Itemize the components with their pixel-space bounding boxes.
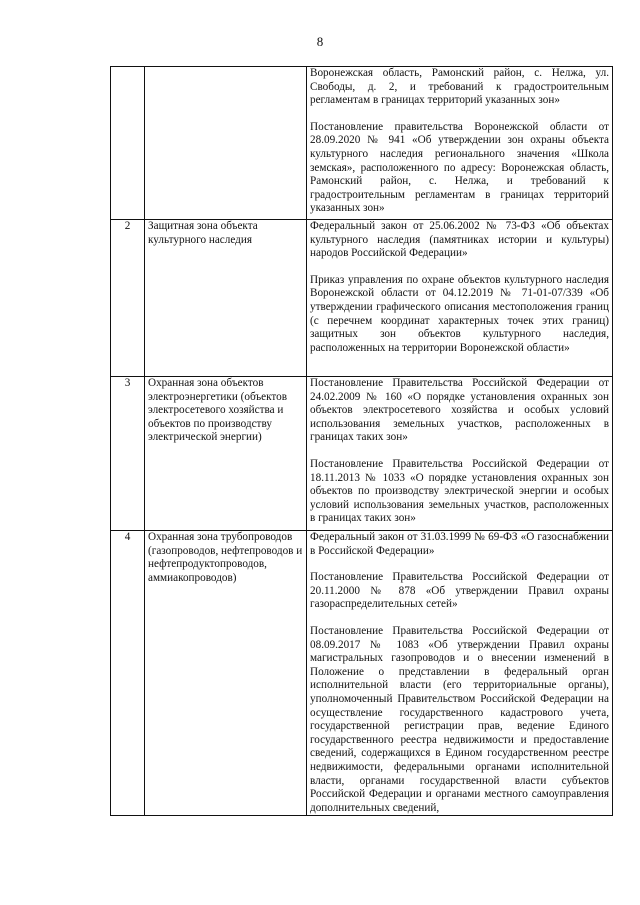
table-row	[111, 377, 613, 531]
legal-document: Постановление правительства Воронежской области от 28.09.2020 № 941 «Об утверждении зон охраны объекта культурного наследия регионального значения «Школа земская», расположенного по адресу: Воронежская область, Рамонский район, с. Нелжа, и требований к градостроительным регламентам в границах территорий указанных зон»	[310, 120, 609, 215]
legal-document: Воронежская область, Рамонский район, с. Нелжа, ул. Свободы, д. 2, и требований к градостроительным регламентам в границах территорий указанных зон»	[310, 67, 609, 107]
zone-name: Защитная зона объекта культурного наследия	[145, 220, 307, 377]
zone-name: Охранная зона объектов электроэнергетики (объектов электросетевого хозяйства и объектов по производству электрической энергии)	[145, 377, 307, 531]
zone-name: Охранная зона трубопроводов (газопроводов, нефтепроводов и нефтепродуктопроводов, аммиакопроводов)	[145, 531, 307, 816]
legal-documents-cell	[307, 67, 613, 220]
legal-document: Постановление Правительства Российской Федерации от 20.11.2000 № 878 «Об утверждении Правил охраны газораспределительных сетей»	[310, 571, 609, 611]
row-number: 3	[111, 377, 145, 531]
legal-document: Постановление Правительства Российской Федерации от 18.11.2013 № 1033 «О порядке установления охранных зон объектов по производству электрической энергии и особых условий использования земельных участков, расположенных в границах таких зон»	[310, 457, 609, 525]
legal-document: Федеральный закон от 25.06.2002 № 73-ФЗ «Об объектах культурного наследия (памятниках истории и культуры) народов Российской Федерации»	[310, 220, 609, 260]
row-number: 2	[111, 220, 145, 377]
legal-documents-cell	[307, 377, 613, 531]
row-number: 4	[111, 531, 145, 816]
legal-documents-cell	[307, 220, 613, 377]
legal-document: Постановление Правительства Российской Федерации от 24.02.2009 № 160 «О порядке установления охранных зон объектов электросетевого хозяйства и особых условий использования земельных участков, расположенных в границах таких зон»	[310, 377, 609, 444]
zones-table	[110, 66, 613, 816]
page-number: 8	[316, 34, 324, 49]
legal-document: Постановление Правительства Российской Федерации от 08.09.2017 № 1083 «Об утверждении Правил охраны магистральных газопроводов и о внесении изменений в Положение о представлении в федеральный орган исполнительной власти (его территориальные органы), уполномоченный Правительством Российской Федерации на осуществление государственного кадастрового учета, государственной регистрации прав, ведение Единого государственного реестра недвижимости и предоставление сведений, содержащихся в Едином государственном реестре недвижимости, федеральными органами исполнительной власти, органами государственной власти субъектов Российской Федерации и органами местного самоуправления дополнительных сведений,	[310, 624, 609, 814]
zone-name	[145, 67, 307, 220]
table-row	[111, 220, 613, 377]
legal-document: Приказ управления по охране объектов культурного наследия Воронежской области от 04.12.2019 № 71-01-07/339 «Об утверждении графического описания местоположения границ (с перечнем координат характерных точек этих границ) защитных зон объектов культурного наследия, расположенных на территории Воронежской области»	[310, 273, 609, 354]
table-row	[111, 531, 613, 816]
table-row	[111, 67, 613, 220]
row-number	[111, 67, 145, 220]
legal-document: Федеральный закон от 31.03.1999 № 69-ФЗ «О газоснабжении в Российской Федерации»	[310, 531, 609, 557]
legal-documents-cell	[307, 531, 613, 816]
